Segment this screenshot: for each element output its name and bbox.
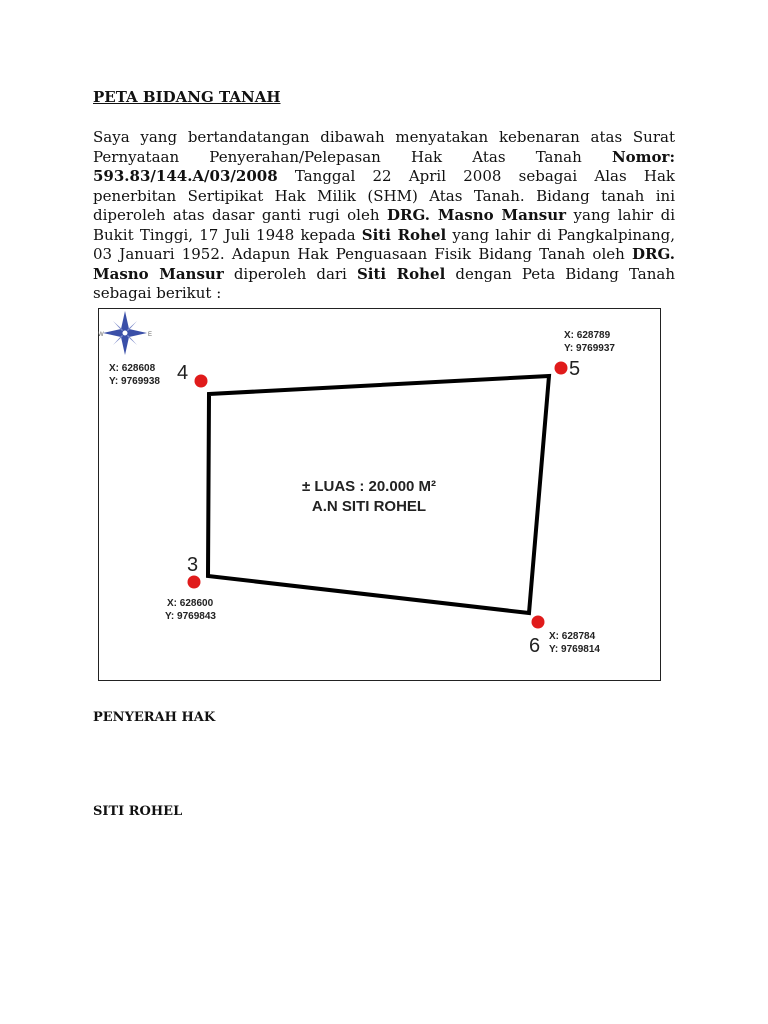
boundary-point-5 xyxy=(555,330,616,380)
signature-label: PENYERAH HAK xyxy=(93,710,216,725)
point-marker xyxy=(188,576,201,589)
point-marker xyxy=(195,375,208,388)
document-title: PETA BIDANG TANAH xyxy=(93,88,281,106)
paragraph-text-run: Tanggal 22 April 2008 sebagai Alas Hak penerbitan Sertipikat Hak Milik (SHM) Atas Tanah. Bidang tanah ini diperoleh atas dasar ganti rugi oleh xyxy=(93,167,675,224)
point-y-coordinate: Y: 9769814 xyxy=(549,644,600,655)
point-y-coordinate: Y: 9769938 xyxy=(109,376,160,387)
point-x-coordinate: X: 628608 xyxy=(109,363,156,374)
point-x-coordinate: X: 628784 xyxy=(549,631,596,642)
land-parcel-map xyxy=(98,308,661,681)
parcel-map-svg xyxy=(99,309,660,680)
point-number: 5 xyxy=(569,358,581,380)
paragraph-bold-run: Siti Rohel xyxy=(356,264,446,283)
point-marker xyxy=(555,362,568,375)
paragraph-text-run: Saya yang bertandatangan dibawah menyatakan kebenaran atas Surat Pernyataan Penyerahan/Pelepasan Hak Atas Tanah xyxy=(93,128,675,166)
paragraph-text-run: dengan Peta Bidang Tanah sebagai berikut : xyxy=(93,264,676,302)
paragraph-bold-run: DRG. Masno Mansur xyxy=(93,245,675,283)
point-marker xyxy=(532,616,545,629)
statement-paragraph xyxy=(93,128,675,304)
compass-rose-icon xyxy=(98,311,152,355)
point-x-coordinate: X: 628789 xyxy=(564,330,611,341)
svg-text:W: W xyxy=(98,332,104,338)
area-label: ± LUAS : 20.000 M² xyxy=(301,478,437,495)
point-y-coordinate: Y: 9769843 xyxy=(165,611,216,622)
point-number: 3 xyxy=(187,554,199,576)
boundary-point-6 xyxy=(529,616,600,658)
point-x-coordinate: X: 628600 xyxy=(167,598,214,609)
paragraph-bold-run: DRG. Masno Mansur xyxy=(387,206,567,224)
signatory-name: SITI ROHEL xyxy=(93,804,183,819)
svg-text:E: E xyxy=(148,332,153,338)
paragraph-text-run: yang lahir di Pangkalpinang, 03 Januari 1952. Adapun Hak Penguasaan Fisik Bidang Tanah oleh xyxy=(93,225,675,263)
owner-label: A.N SITI ROHEL xyxy=(311,498,427,515)
point-y-coordinate: Y: 9769937 xyxy=(564,343,615,354)
paragraph-text-run: yang lahir di Bukit Tinggi, 17 Juli 1948 kepada xyxy=(93,206,675,244)
paragraph-bold-run: Siti Rohel xyxy=(361,225,447,244)
paragraph-bold-run: Nomor: 593.83/144.A/03/2008 xyxy=(93,147,675,185)
point-number: 6 xyxy=(529,635,541,657)
paragraph-text-run: diperoleh dari xyxy=(223,264,357,283)
point-number: 4 xyxy=(177,362,189,384)
boundary-point-4 xyxy=(109,362,208,388)
